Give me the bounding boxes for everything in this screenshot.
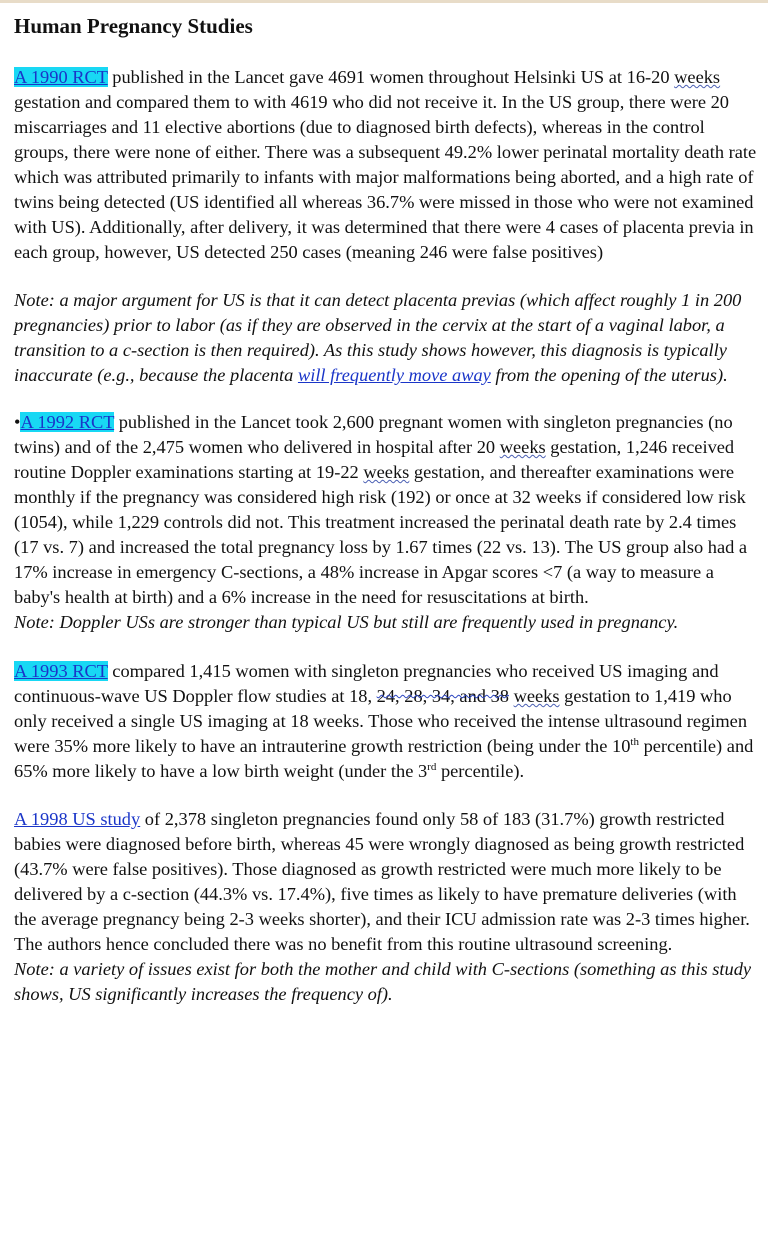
study-1992-text-c: gestation, and thereafter examinations were monthly if the pregnancy was considered high risk (192) or once at 32 weeks if considered low risk (1054), while 1,229 controls did not. This treatment increased the perinatal death rate by 2.4 times (17 vs. 7) and increased the total pregnancy loss by 1.67 times (22 vs. 13). The US group also had a 17% increase in emergency C-sections, a 48% increase in Apgar scores <7 (a way to measure a baby's health at birth) and a 6% increase in the need for resuscitations at birth.: [14, 462, 748, 607]
struck-weeks-list: 24, 28, 34, and 38: [376, 686, 509, 706]
study-1992-text-b: gestation, 1,246 received routine Doppler examinations starting at 19-22: [14, 437, 735, 482]
placenta-move-link[interactable]: will frequently move away: [297, 365, 491, 385]
study-1990-text-a: published in the Lancet gave 4691 women throughout Helsinki US at 16-20: [107, 67, 675, 87]
study-1998-text: of 2,378 singleton pregnancies found only 58 of 183 (31.7%) growth restricted babies were diagnosed before birth, whereas 45 were wrongly diagnosed as being growth restricted (43.7% were false positives). Those diagnosed as growth restricted were much more likely to be delivered by a c-section (44.3% vs. 17.4%), five times as likely to have premature deliveries (with the average pregnancy being 2-3 weeks shorter), and their ICU admission rate was 2-3 times higher. The authors hence concluded there was no benefit from this routine ultrasound screening.: [14, 809, 750, 954]
study-1992-link[interactable]: A 1992 RCT: [20, 412, 115, 432]
study-1990-paragraph: [14, 65, 758, 265]
study-1993-text-c: percentile) and 65% more likely to have a low birth weight (under the 3: [14, 736, 754, 781]
study-1993-link[interactable]: A 1993 RCT: [14, 661, 108, 681]
superscript-rd: rd: [427, 760, 437, 773]
note-placenta-previa: [14, 288, 758, 388]
study-1993-weeks: weeks: [513, 686, 560, 706]
study-1990-weeks: weeks: [674, 67, 721, 87]
bullet: •: [14, 412, 21, 432]
study-1990-link[interactable]: A 1990 RCT: [14, 67, 108, 87]
study-1993-text-b: gestation to 1,419 who only received a single US imaging at 18 weeks. Those who received the intense ultrasound regimen were 35% more likely to have an intrauterine growth restriction (being under the 10: [14, 686, 748, 756]
study-1998-paragraph: [14, 807, 758, 957]
study-1992-text-a: published in the Lancet took 2,600 pregnant women with singleton pregnancies (no twins) and of the 2,475 women who delivered in hospital after 20: [14, 412, 733, 457]
note-1-text-a: Note: a major argument for US is that it can detect placenta previas (which affect roughly 1 in 200 pregnancies) prior to labor (as if they are observed in the cervix at the start of a vaginal labor, a transition to a c-section is then required). As this study shows however, this diagnosis is typically inaccurate (e.g., because the placenta: [14, 290, 742, 385]
study-1998-link[interactable]: A 1998 US study: [14, 809, 141, 829]
study-1990-text-b: gestation and compared them to with 4619 who did not receive it. In the US group, there were 20 miscarriages and 11 elective abortions (due to diagnosed birth defects), whereas in the control groups, there were none of either. There was a subsequent 49.2% lower perinatal mortality death rate which was attributed primarily to infants with major malformations being aborted, and a high rate of twins being detected (US identified all whereas 36.7% were missed in those who were not examined with US). Additionally, after delivery, it was determined that there were 4 cases of placenta previa in each group, however, US detected 250 cases (meaning 246 were false positives): [14, 92, 757, 262]
study-1992-weeks-1: weeks: [499, 437, 546, 457]
note-c-sections: Note: a variety of issues exist for both the mother and child with C-sections (something as this study shows, US significantly increases the frequency of).: [14, 959, 752, 1004]
study-1993-text-a: compared 1,415 women with singleton pregnancies who received US imaging and continuous-wave US Doppler flow studies at 18,: [14, 661, 719, 706]
superscript-th: th: [630, 735, 639, 748]
page-title: Human Pregnancy Studies: [14, 14, 253, 38]
note-doppler: Note: Doppler USs are stronger than typical US but still are frequently used in pregnancy.: [14, 612, 679, 632]
study-1992-paragraph: [14, 410, 758, 610]
study-1992-weeks-2: weeks: [363, 462, 410, 482]
note-1-text-b: from the opening of the uterus).: [490, 365, 728, 385]
study-1993-paragraph: [14, 659, 758, 784]
study-1993-text-d: percentile).: [436, 761, 525, 781]
